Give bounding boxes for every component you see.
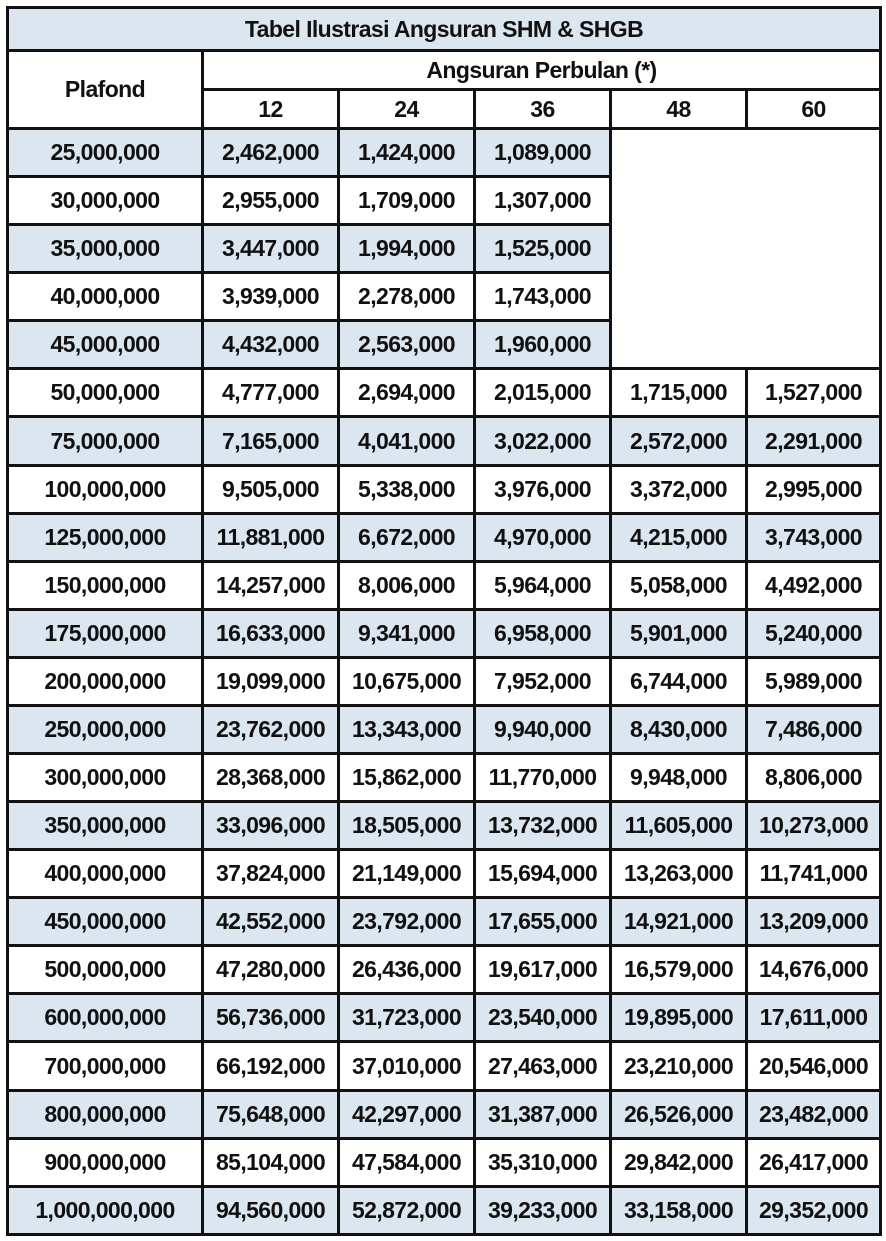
- empty-cell-block: [611, 129, 881, 369]
- installment-cell: 9,341,000: [339, 609, 475, 657]
- installment-cell: 33,158,000: [611, 1186, 747, 1234]
- table-row: [8, 754, 881, 802]
- plafond-cell: 45,000,000: [8, 321, 203, 369]
- installment-cell: 3,743,000: [747, 513, 881, 561]
- plafond-cell: 125,000,000: [8, 513, 203, 561]
- plafond-cell: 1,000,000,000: [8, 1186, 203, 1234]
- installment-cell: 56,736,000: [203, 994, 339, 1042]
- plafond-cell: 700,000,000: [8, 1042, 203, 1090]
- installment-cell: 10,273,000: [747, 802, 881, 850]
- tenor-header-48: 48: [611, 90, 747, 129]
- installment-cell: 2,015,000: [475, 369, 611, 417]
- installment-cell: 8,430,000: [611, 705, 747, 753]
- installment-cell: 13,343,000: [339, 705, 475, 753]
- installment-cell: 5,338,000: [339, 465, 475, 513]
- installment-cell: 11,881,000: [203, 513, 339, 561]
- installment-cell: 47,280,000: [203, 946, 339, 994]
- installment-cell: 37,010,000: [339, 1042, 475, 1090]
- installment-cell: 2,572,000: [611, 417, 747, 465]
- installment-cell: 28,368,000: [203, 754, 339, 802]
- table-row: [8, 898, 881, 946]
- installment-cell: 37,824,000: [203, 850, 339, 898]
- installment-cell: 16,633,000: [203, 609, 339, 657]
- installment-table-container: [6, 6, 879, 1236]
- installment-cell: 5,240,000: [747, 609, 881, 657]
- installment-cell: 6,744,000: [611, 657, 747, 705]
- table-row: [8, 609, 881, 657]
- table-body: [8, 129, 881, 1235]
- installment-cell: 14,676,000: [747, 946, 881, 994]
- table-row: [8, 802, 881, 850]
- installment-cell: 7,952,000: [475, 657, 611, 705]
- installment-cell: 4,432,000: [203, 321, 339, 369]
- plafond-cell: 250,000,000: [8, 705, 203, 753]
- plafond-cell: 100,000,000: [8, 465, 203, 513]
- installment-cell: 1,307,000: [475, 177, 611, 225]
- table-row: [8, 946, 881, 994]
- installment-cell: 29,352,000: [747, 1186, 881, 1234]
- installment-cell: 13,732,000: [475, 802, 611, 850]
- installment-cell: 66,192,000: [203, 1042, 339, 1090]
- table-row: [8, 561, 881, 609]
- installment-cell: 20,546,000: [747, 1042, 881, 1090]
- installment-cell: 3,939,000: [203, 273, 339, 321]
- installment-cell: 33,096,000: [203, 802, 339, 850]
- installment-cell: 9,940,000: [475, 705, 611, 753]
- installment-cell: 4,970,000: [475, 513, 611, 561]
- plafond-cell: 400,000,000: [8, 850, 203, 898]
- installment-cell: 2,278,000: [339, 273, 475, 321]
- installment-cell: 3,447,000: [203, 225, 339, 273]
- installment-cell: 2,694,000: [339, 369, 475, 417]
- installment-cell: 2,462,000: [203, 129, 339, 177]
- table-row: [8, 1138, 881, 1186]
- installment-cell: 17,611,000: [747, 994, 881, 1042]
- plafond-cell: 200,000,000: [8, 657, 203, 705]
- plafond-cell: 30,000,000: [8, 177, 203, 225]
- installment-cell: 2,291,000: [747, 417, 881, 465]
- installment-cell: 1,089,000: [475, 129, 611, 177]
- installment-cell: 3,976,000: [475, 465, 611, 513]
- table-row: [8, 850, 881, 898]
- installment-cell: 31,387,000: [475, 1090, 611, 1138]
- table-title: Tabel Ilustrasi Angsuran SHM & SHGB: [8, 8, 881, 51]
- table-row: [8, 417, 881, 465]
- installment-cell: 11,741,000: [747, 850, 881, 898]
- angsuran-header: Angsuran Perbulan (*): [203, 51, 881, 90]
- table-row: [8, 129, 881, 177]
- installment-cell: 6,958,000: [475, 609, 611, 657]
- plafond-cell: 175,000,000: [8, 609, 203, 657]
- installment-cell: 27,463,000: [475, 1042, 611, 1090]
- plafond-cell: 450,000,000: [8, 898, 203, 946]
- plafond-cell: 300,000,000: [8, 754, 203, 802]
- installment-cell: 11,770,000: [475, 754, 611, 802]
- installment-cell: 29,842,000: [611, 1138, 747, 1186]
- installment-cell: 42,297,000: [339, 1090, 475, 1138]
- installment-cell: 4,492,000: [747, 561, 881, 609]
- installment-cell: 52,872,000: [339, 1186, 475, 1234]
- table-row: [8, 1186, 881, 1234]
- installment-cell: 23,210,000: [611, 1042, 747, 1090]
- installment-cell: 26,526,000: [611, 1090, 747, 1138]
- installment-cell: 1,994,000: [339, 225, 475, 273]
- installment-cell: 7,486,000: [747, 705, 881, 753]
- tenor-header-12: 12: [203, 90, 339, 129]
- installment-cell: 9,948,000: [611, 754, 747, 802]
- plafond-header: Plafond: [8, 51, 203, 129]
- table-row: [8, 465, 881, 513]
- installment-table: [6, 6, 882, 1236]
- installment-cell: 23,762,000: [203, 705, 339, 753]
- tenor-header-24: 24: [339, 90, 475, 129]
- installment-cell: 19,617,000: [475, 946, 611, 994]
- installment-cell: 2,563,000: [339, 321, 475, 369]
- installment-cell: 47,584,000: [339, 1138, 475, 1186]
- installment-cell: 8,806,000: [747, 754, 881, 802]
- installment-cell: 13,263,000: [611, 850, 747, 898]
- table-row: [8, 513, 881, 561]
- installment-cell: 26,417,000: [747, 1138, 881, 1186]
- plafond-cell: 350,000,000: [8, 802, 203, 850]
- installment-cell: 7,165,000: [203, 417, 339, 465]
- installment-cell: 1,960,000: [475, 321, 611, 369]
- plafond-cell: 25,000,000: [8, 129, 203, 177]
- installment-cell: 3,372,000: [611, 465, 747, 513]
- installment-cell: 1,527,000: [747, 369, 881, 417]
- table-row: [8, 1090, 881, 1138]
- plafond-cell: 500,000,000: [8, 946, 203, 994]
- installment-cell: 17,655,000: [475, 898, 611, 946]
- installment-cell: 6,672,000: [339, 513, 475, 561]
- installment-cell: 4,215,000: [611, 513, 747, 561]
- installment-cell: 15,694,000: [475, 850, 611, 898]
- installment-cell: 14,257,000: [203, 561, 339, 609]
- installment-cell: 94,560,000: [203, 1186, 339, 1234]
- installment-cell: 18,505,000: [339, 802, 475, 850]
- installment-cell: 1,424,000: [339, 129, 475, 177]
- plafond-cell: 800,000,000: [8, 1090, 203, 1138]
- installment-cell: 23,540,000: [475, 994, 611, 1042]
- installment-cell: 35,310,000: [475, 1138, 611, 1186]
- installment-cell: 1,715,000: [611, 369, 747, 417]
- installment-cell: 23,792,000: [339, 898, 475, 946]
- installment-cell: 5,058,000: [611, 561, 747, 609]
- installment-cell: 16,579,000: [611, 946, 747, 994]
- installment-cell: 75,648,000: [203, 1090, 339, 1138]
- installment-cell: 3,022,000: [475, 417, 611, 465]
- installment-cell: 4,041,000: [339, 417, 475, 465]
- plafond-cell: 35,000,000: [8, 225, 203, 273]
- installment-cell: 4,777,000: [203, 369, 339, 417]
- installment-cell: 2,955,000: [203, 177, 339, 225]
- table-row: [8, 657, 881, 705]
- installment-cell: 2,995,000: [747, 465, 881, 513]
- installment-cell: 1,709,000: [339, 177, 475, 225]
- installment-cell: 85,104,000: [203, 1138, 339, 1186]
- installment-cell: 11,605,000: [611, 802, 747, 850]
- installment-cell: 13,209,000: [747, 898, 881, 946]
- installment-cell: 1,525,000: [475, 225, 611, 273]
- installment-cell: 21,149,000: [339, 850, 475, 898]
- table-row: [8, 1042, 881, 1090]
- installment-cell: 19,895,000: [611, 994, 747, 1042]
- installment-cell: 5,901,000: [611, 609, 747, 657]
- installment-cell: 39,233,000: [475, 1186, 611, 1234]
- plafond-cell: 900,000,000: [8, 1138, 203, 1186]
- table-row: [8, 705, 881, 753]
- installment-cell: 31,723,000: [339, 994, 475, 1042]
- tenor-header-36: 36: [475, 90, 611, 129]
- installment-cell: 10,675,000: [339, 657, 475, 705]
- installment-cell: 19,099,000: [203, 657, 339, 705]
- installment-cell: 14,921,000: [611, 898, 747, 946]
- installment-cell: 9,505,000: [203, 465, 339, 513]
- plafond-cell: 75,000,000: [8, 417, 203, 465]
- tenor-header-60: 60: [747, 90, 881, 129]
- installment-cell: 5,964,000: [475, 561, 611, 609]
- plafond-cell: 50,000,000: [8, 369, 203, 417]
- installment-cell: 8,006,000: [339, 561, 475, 609]
- plafond-cell: 150,000,000: [8, 561, 203, 609]
- installment-cell: 23,482,000: [747, 1090, 881, 1138]
- installment-cell: 5,989,000: [747, 657, 881, 705]
- plafond-cell: 40,000,000: [8, 273, 203, 321]
- installment-cell: 1,743,000: [475, 273, 611, 321]
- installment-cell: 26,436,000: [339, 946, 475, 994]
- table-row: [8, 369, 881, 417]
- installment-cell: 42,552,000: [203, 898, 339, 946]
- installment-cell: 15,862,000: [339, 754, 475, 802]
- table-row: [8, 994, 881, 1042]
- plafond-cell: 600,000,000: [8, 994, 203, 1042]
